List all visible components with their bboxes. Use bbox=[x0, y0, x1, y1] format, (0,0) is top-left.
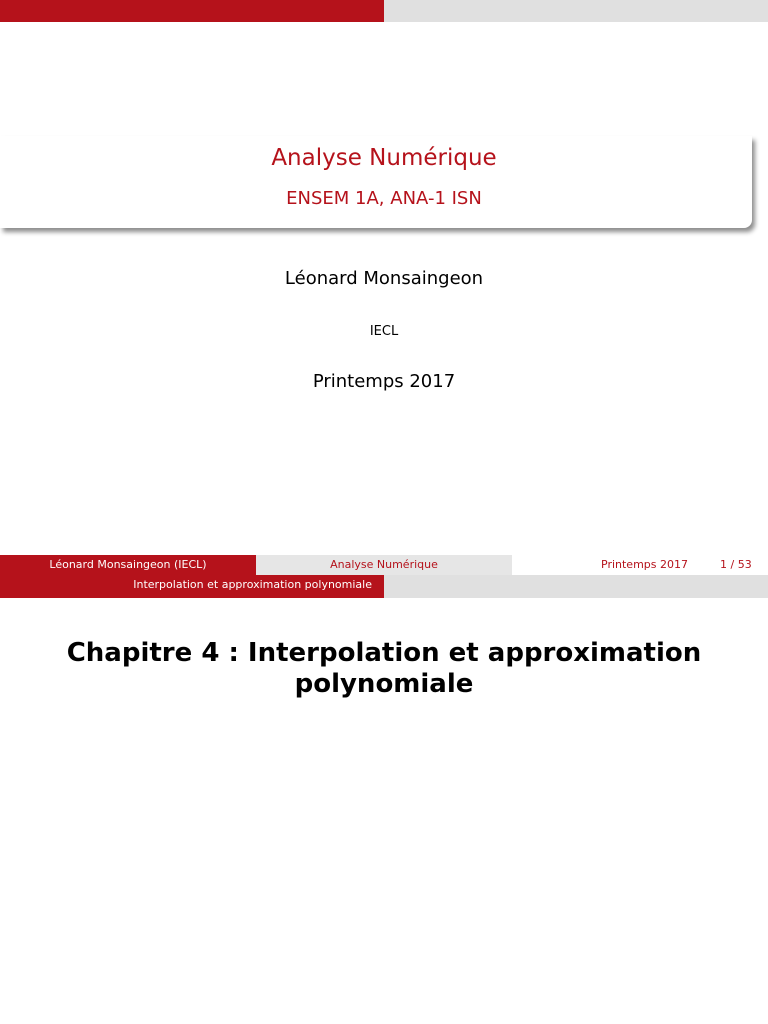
page-number: 1 / 53 bbox=[720, 558, 752, 571]
section-bar-empty bbox=[384, 575, 768, 598]
presentation-subtitle: ENSEM 1A, ANA-1 ISN bbox=[286, 188, 482, 209]
presentation-date: Printemps 2017 bbox=[312, 371, 456, 392]
chapter-heading: Chapitre 4 : Interpolation et approximation polynomiale bbox=[66, 638, 702, 699]
footer-short-title: Analyse Numérique bbox=[256, 555, 512, 575]
footer-date: Printemps 2017 bbox=[601, 558, 688, 571]
top-progress-bar-empty bbox=[384, 0, 768, 22]
footer-right-block bbox=[512, 555, 768, 575]
top-progress-bar-filled bbox=[0, 0, 384, 22]
presentation-title: Analyse Numérique bbox=[271, 145, 497, 171]
institute: IECL bbox=[369, 324, 399, 339]
footer-author-institute: Léonard Monsaingeon (IECL) bbox=[0, 555, 256, 575]
section-label: Interpolation et approximation polynomiale bbox=[133, 578, 372, 591]
author-name: Léonard Monsaingeon bbox=[284, 268, 484, 289]
